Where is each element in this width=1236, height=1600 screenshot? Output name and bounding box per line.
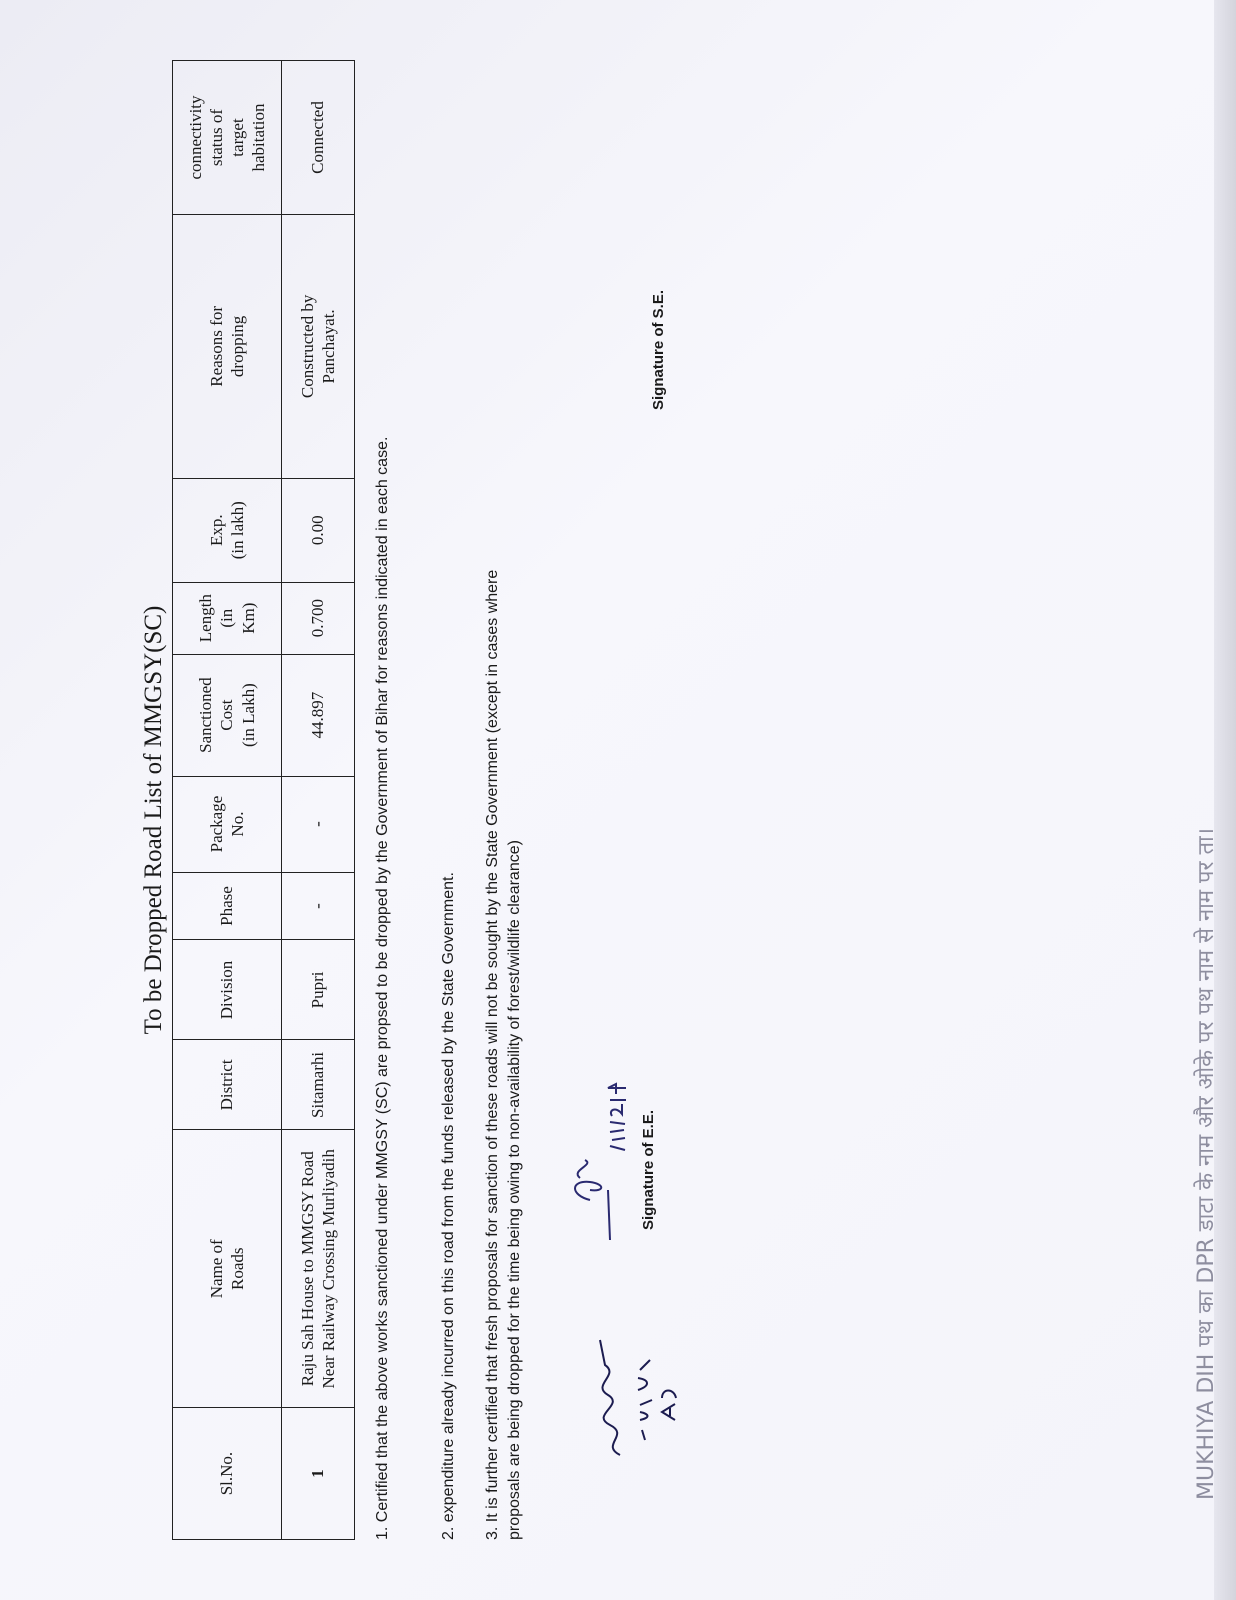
header-sl-no: Sl.No. <box>173 1408 282 1540</box>
header-exp: Exp. (in lakh) <box>173 478 282 582</box>
header-connectivity-status: connectivity status of target habitation <box>173 61 282 215</box>
document-title: To be Dropped Road List of MMGSY(SC) <box>140 605 167 1035</box>
note-2: 2. expenditure already incurred on this road from the funds released by the State Government. <box>440 872 457 1540</box>
table-row <box>282 61 355 1540</box>
header-package-no: Package No. <box>173 776 282 872</box>
cell-sanctioned-cost: 44.897 <box>282 654 355 776</box>
table-header-row <box>173 61 282 1540</box>
cell-phase: - <box>282 872 355 940</box>
ee-signature-mark <box>550 1050 640 1250</box>
bleed-through-text: MUKHIYA DIH पथ का DPR डाटा के नाम और ओके पर पथ नाम से नाम पर ता। <box>1194 827 1219 1500</box>
note-3: 3. It is further certified that fresh proposals for sanction of these roads will not be sought by the State Government (except in cases where proposals are being dropped for the time being owing to non-availability of forest/wildlife clearance) <box>484 569 523 1540</box>
header-name-of-roads: Name of Roads <box>173 1130 282 1408</box>
note-1: 1. Certified that the above works sanctioned under MMGSY (SC) are propsed to be dropped by the Government of Bihar for reasons indicated in each case. <box>374 436 391 1540</box>
cell-package-no: - <box>282 776 355 872</box>
header-district: District <box>173 1040 282 1130</box>
ee-signature-label: Signature of E.E. <box>640 1109 657 1230</box>
header-sanctioned-cost: Sanctioned Cost (in Lakh) <box>173 654 282 776</box>
cell-road-name: Raju Sah House to MMGSY Road Near Railway Crossing Murliyadih <box>282 1130 355 1408</box>
dropped-roads-table <box>172 60 355 1540</box>
cell-length: 0.700 <box>282 582 355 654</box>
header-division: Division <box>173 940 282 1040</box>
header-length: Length (in Km) <box>173 582 282 654</box>
cell-division: Pupri <box>282 940 355 1040</box>
ae-signature-mark <box>590 1320 700 1460</box>
cell-reason: Constructed by Panchayat. <box>282 215 355 479</box>
header-reasons-for-dropping: Reasons for dropping <box>173 215 282 479</box>
se-signature-label: Signature of S.E. <box>650 289 667 410</box>
header-phase: Phase <box>173 872 282 940</box>
cell-district: Sitamarhi <box>282 1040 355 1130</box>
cell-exp: 0.00 <box>282 478 355 582</box>
cell-connectivity: Connected <box>282 61 355 215</box>
cell-sl-no: 1 <box>282 1408 355 1540</box>
